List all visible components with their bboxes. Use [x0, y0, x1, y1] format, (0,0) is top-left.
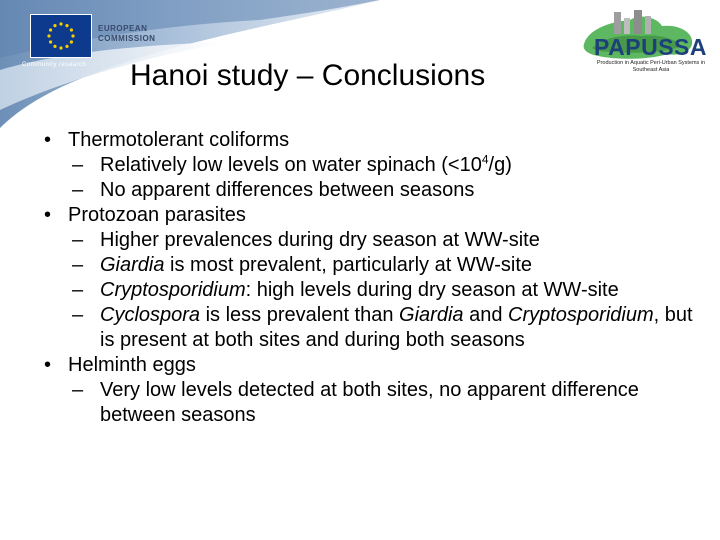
- sub-bullet-item: [40, 228, 700, 253]
- eu-stars-icon: [31, 15, 91, 57]
- bullet-marker: •: [44, 354, 52, 376]
- species-name: Cryptosporidium: [508, 304, 654, 326]
- sub-bullet-item: [40, 303, 700, 353]
- sub-bullet-text: : high levels during dry season at WW-site: [245, 279, 619, 301]
- ec-subtitle: Community research: [22, 62, 87, 68]
- sub-bullet-marker: –: [72, 229, 84, 251]
- species-name: Cyclospora: [100, 304, 201, 326]
- bullet-marker: •: [44, 129, 52, 151]
- sub-bullet-text: Relatively low levels on water spinach (<10: [100, 154, 482, 176]
- sub-bullet-text: No apparent differences between seasons: [100, 179, 475, 201]
- sub-bullet-marker: –: [72, 179, 84, 201]
- sub-bullet-text: and: [463, 304, 509, 326]
- papussa-logo: [578, 10, 710, 90]
- bullet-list: [40, 128, 700, 428]
- eu-flag-icon: [30, 14, 92, 58]
- sub-bullet-text: Higher prevalences during dry season at WW-site: [100, 229, 540, 251]
- slide-title: Hanoi study – Conclusions: [130, 59, 486, 92]
- species-name: Giardia: [100, 254, 165, 276]
- bullet-item: [40, 353, 700, 378]
- sub-bullet-text: is less prevalent than: [200, 304, 400, 326]
- sub-bullet-marker: –: [72, 254, 84, 276]
- sub-bullet-marker: –: [72, 154, 84, 176]
- sub-bullet-marker: –: [72, 304, 84, 326]
- ec-line2: COMMISSION: [98, 34, 156, 43]
- sub-bullet-item: [40, 378, 700, 428]
- bullet-marker: •: [44, 204, 52, 226]
- sub-bullet-item: [40, 178, 700, 203]
- species-name: Giardia: [399, 304, 464, 326]
- bullet-item: [40, 128, 700, 153]
- papussa-tagline: Production in Aquatic Peri-Urban Systems in Southeast Asia: [596, 60, 706, 73]
- papussa-name: PAPUSSA: [594, 34, 707, 60]
- sub-bullet-item: [40, 253, 700, 278]
- species-name: Cryptosporidium: [100, 279, 246, 301]
- bullet-item: [40, 203, 700, 228]
- sub-bullet-item: [40, 153, 700, 178]
- sub-bullet-marker: –: [72, 279, 84, 301]
- bullet-text: Thermotolerant coliforms: [68, 129, 290, 151]
- bullet-text: Helminth eggs: [68, 354, 196, 376]
- sub-bullet-text: Very low levels detected at both sites, no apparent difference between seasons: [100, 379, 639, 426]
- sub-bullet-text: , but is present at both sites and during both seasons: [100, 304, 693, 351]
- sub-bullet-text: is most prevalent, particularly at WW-site: [164, 254, 532, 276]
- bullet-text: Protozoan parasites: [68, 204, 246, 226]
- superscript: 4: [481, 152, 489, 167]
- sub-bullet-item: [40, 278, 700, 303]
- sub-bullet-text: /g): [488, 154, 512, 176]
- sub-bullet-marker: –: [72, 379, 84, 401]
- ec-logo-text: [98, 24, 155, 44]
- ec-line1: EUROPEAN: [98, 24, 148, 33]
